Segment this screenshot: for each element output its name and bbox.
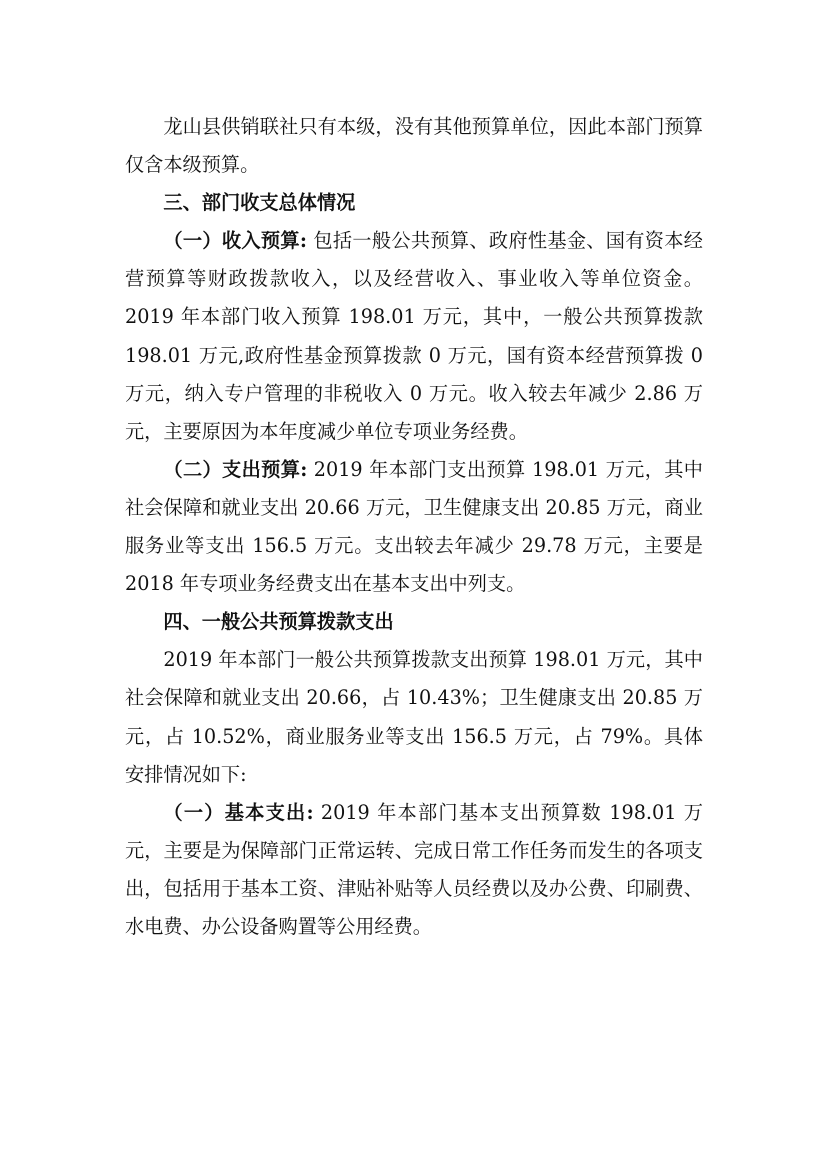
document-body	[125, 108, 703, 946]
paragraph-basic-expense	[125, 794, 703, 946]
paragraph-general-budget: 2019 年本部门一般公共预算拨款支出预算 198.01 万元，其中社会保障和就业支出 20.66，占 10.43%；卫生健康支出 20.85 万元，占 10.52%，商业服务业等支出 156.5 万元，占 79%。具体安排情况如下:	[125, 648, 703, 786]
paragraph-income-budget	[125, 222, 703, 451]
section-heading-general-budget: 四、一般公共预算拨款支出	[163, 610, 394, 634]
expense-budget-text: 2019 年本部门支出预算 198.01 万元，其中社会保障和就业支出 20.66 万元，卫生健康支出 20.85 万元，商业服务业等支出 156.5 万元。支出较去年减少 29.78 万元，主要是 2018 年专项业务经费支出在基本支出中列支。	[125, 457, 703, 596]
section-heading-income-expense: 三、部门收支总体情况	[163, 191, 356, 215]
income-budget-label: （一）收入预算:	[163, 229, 307, 253]
paragraph-expense-budget	[125, 451, 703, 603]
basic-expense-text: 2019 年本部门基本支出预算数 198.01 万元，主要是为保障部门正常运转、完成日常工作任务而发生的各项支出，包括用于基本工资、津贴补贴等人员经费以及办公费、印刷费、水电费、办公设备购置等公用经费。	[125, 800, 703, 938]
paragraph-scope: 龙山县供销联社只有本级，没有其他预算单位，因此本部门预算仅含本级预算。	[125, 115, 703, 177]
expense-budget-label: （二）支出预算:	[163, 457, 308, 481]
income-budget-text: 包括一般公共预算、政府性基金、国有资本经营预算等财政拨款收入，以及经营收入、事业收入等单位资金。2019 年本部门收入预算 198.01 万元，其中，一般公共预算拨款 198.01 万元,政府性基金预算拨款 0 万元，国有资本经营预算拨 0 万元，纳入专户管理的非税收入 0 万元。收入较去年减少 2.86 万元，主要原因为本年度减少单位专项业务经费。	[125, 229, 703, 443]
basic-expense-label: （一）基本支出:	[163, 800, 314, 824]
